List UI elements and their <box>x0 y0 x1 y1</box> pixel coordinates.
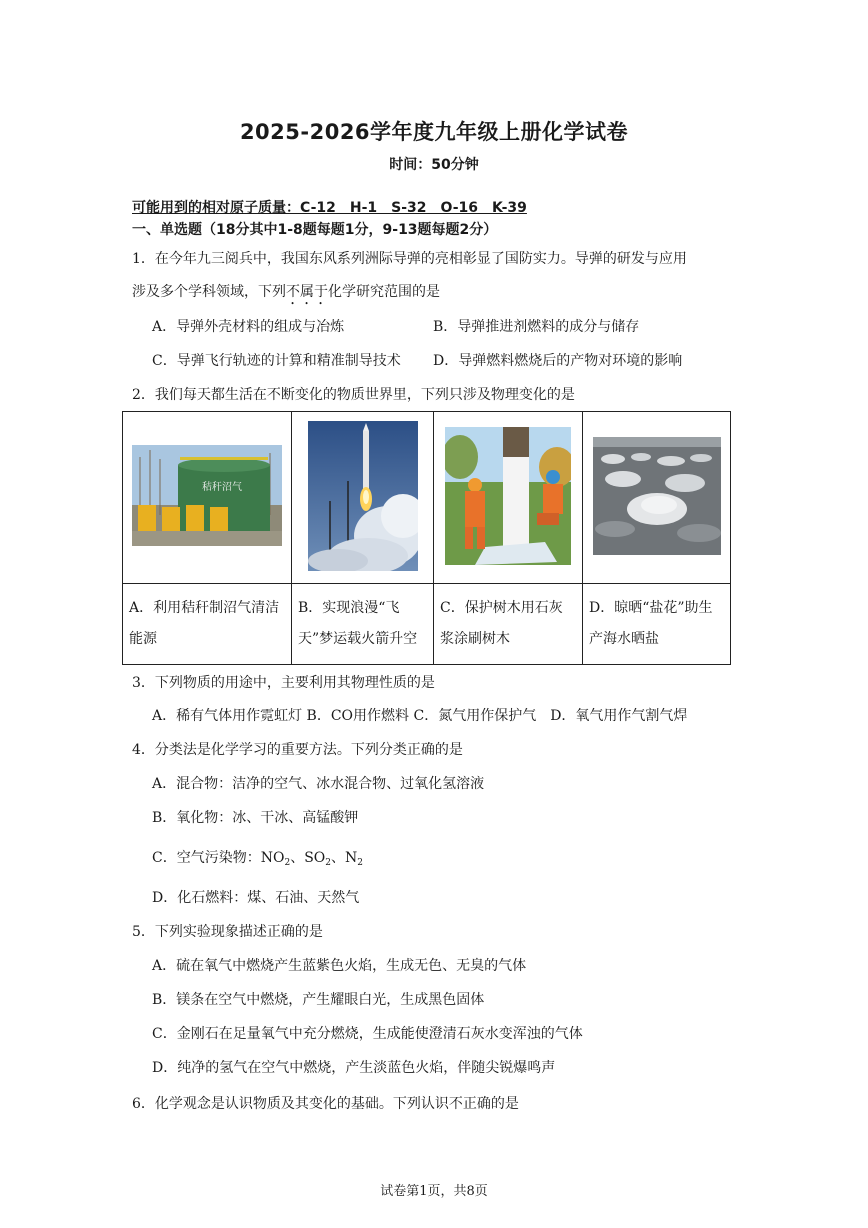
formula-so2: $SO_2$ <box>304 850 331 868</box>
q2-image-table <box>122 411 731 665</box>
atomic-mass-note: 可能用到的相对原子质量：C-12 H-1 S-32 O-16 K-39 <box>132 200 527 216</box>
exam-title: 2025-2026学年度九年级上册化学试卷 <box>239 120 629 144</box>
q4-option-c: C．空气污染物：$NO_2$、$SO_2$、$N_2$ <box>152 850 363 868</box>
section-heading: 一、单选题（18分其中1-8题每题1分，9-13题每题2分） <box>132 222 498 238</box>
q1-option-a: A．导弹外壳材料的组成与冶炼 <box>152 319 345 335</box>
q2-cell-rocket <box>292 412 434 584</box>
q5-option-c: C．金刚石在足量氧气中充分燃烧，生成能使澄清石灰水变浑浊的气体 <box>152 1026 583 1042</box>
q3-options: A．稀有气体用作霓虹灯 B．CO用作燃料 C．氮气用作保护气 D．氧气用作气割气焊 <box>152 708 688 724</box>
q4-option-a: A．混合物：洁净的空气、冰水混合物、过氧化氢溶液 <box>152 776 485 792</box>
q1-stem-part1: 涉及多个学科领域，下列 <box>132 284 286 300</box>
exam-time: 时间：50分钟 <box>389 157 479 173</box>
q6-stem: 6．化学观念是认识物质及其变化的基础。下列认识不正确的是 <box>132 1096 519 1112</box>
q5-option-a: A．硫在氧气中燃烧产生蓝紫色火焰，生成无色、无臭的气体 <box>152 958 527 974</box>
q5-option-b: B．镁条在空气中燃烧，产生耀眼白光，生成黑色固体 <box>152 992 485 1008</box>
q2-caption-d: D．晾晒“盐花”助生产海水晒盐 <box>583 584 731 665</box>
q1-stem-line2 <box>132 283 440 308</box>
formula-n2: $N_2$ <box>345 850 363 868</box>
q2-cell-biogas <box>123 412 292 584</box>
q2-caption-c: C．保护树木用石灰浆涂刷树木 <box>434 584 583 665</box>
formula-no2: $NO_2$ <box>260 850 291 868</box>
q1-option-d: D．导弹燃料燃烧后的产物对环境的影响 <box>433 353 683 369</box>
q3-stem: 3．下列物质的用途中，主要利用其物理性质的是 <box>132 675 435 691</box>
biogas-tank-image <box>132 445 282 546</box>
q5-stem: 5．下列实验现象描述正确的是 <box>132 924 323 940</box>
q4-option-d: D．化石燃料：煤、石油、天然气 <box>152 890 360 906</box>
q2-caption-b: B．实现浪漫“飞天”梦运载火箭升空 <box>292 584 434 665</box>
q2-cell-tree <box>434 412 583 584</box>
q1-stem-part2: 化学研究范围的是 <box>328 284 440 300</box>
rocket-launch-image <box>308 421 418 571</box>
q1-option-c: C．导弹飞行轨迹的计算和精准制导技术 <box>152 353 401 369</box>
q2-caption-a: A．利用秸秆制沼气清洁能源 <box>123 584 292 665</box>
sea-salt-image <box>593 437 721 555</box>
q4-option-b: B．氧化物：冰、干冰、高锰酸钾 <box>152 810 359 826</box>
q4-option-c-label: C．空气污染物： <box>152 850 261 866</box>
biogas-tank-sign: 秸秆沼气 <box>202 482 242 493</box>
q4-stem: 4．分类法是化学学习的重要方法。下列分类正确的是 <box>132 742 463 758</box>
q1-option-b: B．导弹推进剂燃料的成分与储存 <box>433 319 640 335</box>
q2-stem: 2．我们每天都生活在不断变化的物质世界里，下列只涉及物理变化的是 <box>132 387 575 403</box>
q5-option-d: D．纯净的氢气在空气中燃烧，产生淡蓝色火焰，伴随尖锐爆鸣声 <box>152 1060 556 1076</box>
tree-painting-image <box>445 427 571 565</box>
q1-emphasis: 不属于 <box>286 284 328 300</box>
page-footer: 试卷第1页，共8页 <box>380 1184 488 1199</box>
q1-stem-line1: 1．在今年九三阅兵中，我国东风系列洲际导弹的亮相彰显了国防实力。导弹的研发与应用 <box>132 251 687 267</box>
q2-cell-salt <box>583 412 731 584</box>
